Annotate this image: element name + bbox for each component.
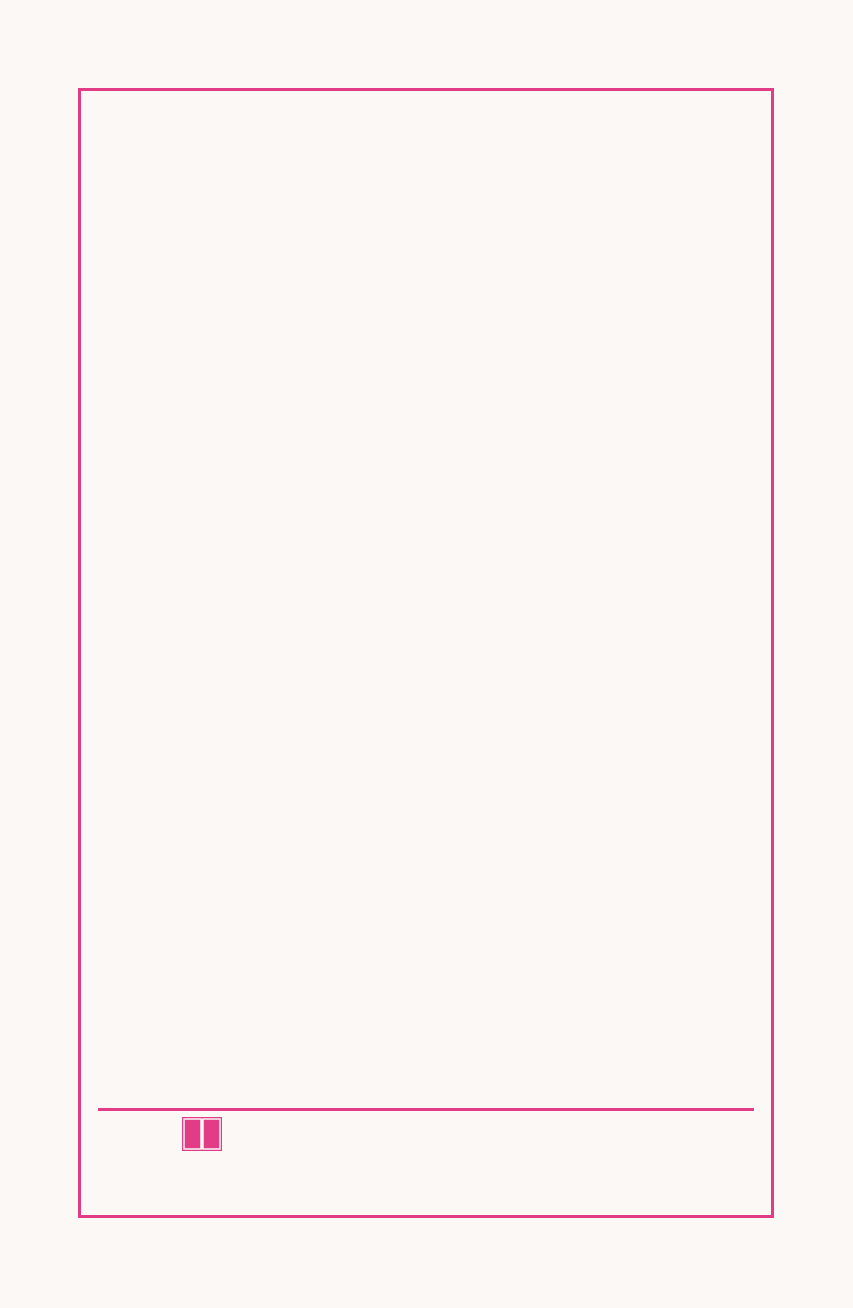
decorative-frame	[78, 88, 774, 1218]
footer-divider	[98, 1108, 754, 1111]
publisher-logo	[160, 1115, 264, 1199]
